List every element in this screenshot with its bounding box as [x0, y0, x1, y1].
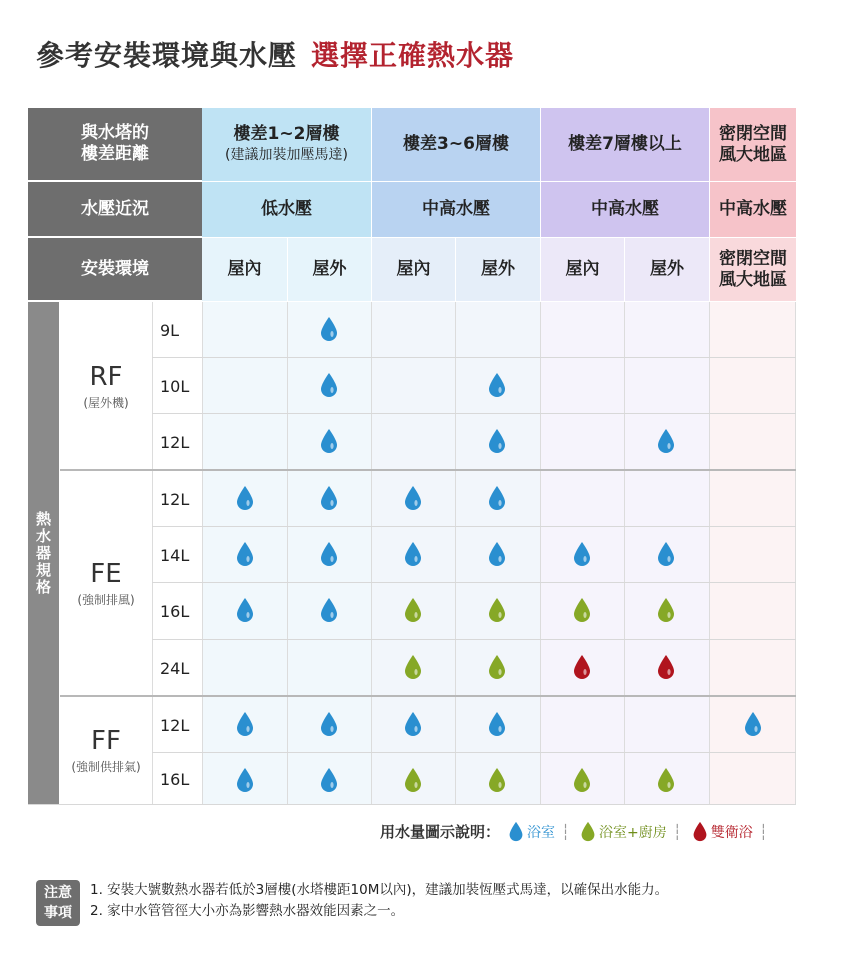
green-drop-icon — [580, 821, 596, 842]
header-distance-label — [28, 108, 202, 181]
blue-drop-icon — [656, 541, 676, 567]
green-drop-icon — [572, 597, 592, 623]
blue-drop-icon — [656, 428, 676, 454]
blue-drop-icon — [487, 372, 507, 398]
col-enclosed-line1: 密閉空間 — [719, 123, 787, 144]
legend-separator: ┆ — [758, 822, 768, 841]
notes-tag-line1: 注意 — [44, 885, 72, 901]
blue-drop-icon — [743, 711, 763, 737]
page-title — [36, 34, 514, 74]
blue-drop-icon — [487, 428, 507, 454]
blue-drop-icon — [235, 767, 255, 793]
size-label: 10L — [160, 376, 190, 396]
red-drop-icon — [572, 654, 592, 680]
col-high-floor-header: 樓差7層樓以上 — [541, 108, 709, 181]
env-low-outdoor: 屋外 — [288, 238, 371, 301]
heater-spec-side-label — [28, 302, 59, 804]
pressure-low: 低水壓 — [202, 182, 371, 237]
blue-drop-icon — [487, 541, 507, 567]
notes-lines — [90, 880, 668, 926]
group-rf — [60, 302, 152, 470]
env-enclosed — [710, 238, 796, 301]
legend-item-two-bathrooms — [692, 821, 753, 842]
green-drop-icon — [403, 767, 423, 793]
green-drop-icon — [656, 597, 676, 623]
col-high-bg — [541, 302, 710, 804]
grid-hline — [152, 582, 796, 583]
header-distance-label-line1: 與水塔的 — [81, 123, 149, 143]
group-ff-code: FF — [91, 725, 121, 756]
blue-drop-icon — [235, 711, 255, 737]
blue-drop-icon — [319, 428, 339, 454]
env-mid-indoor: 屋內 — [372, 238, 455, 301]
green-drop-icon — [572, 767, 592, 793]
group-ff-desc: (強制供排氣) — [71, 759, 141, 774]
size-label: 9L — [160, 320, 180, 340]
grid-hline — [152, 413, 796, 414]
pressure-mid: 中高水壓 — [372, 182, 540, 237]
grid-hline — [152, 526, 796, 527]
col-enclosed-line2: 風大地區 — [719, 144, 787, 165]
red-drop-icon — [656, 654, 676, 680]
col-low-floor-header — [202, 108, 371, 181]
green-drop-icon — [487, 654, 507, 680]
col-low-subtitle: (建議加裝加壓馬達) — [225, 146, 348, 163]
blue-drop-icon — [572, 541, 592, 567]
grid-hline — [152, 639, 796, 640]
grid-vline — [709, 302, 710, 804]
blue-drop-icon — [403, 541, 423, 567]
group-ff — [60, 696, 152, 804]
pressure-high: 中高水壓 — [541, 182, 709, 237]
grid-vline — [371, 302, 372, 804]
blue-drop-icon — [403, 711, 423, 737]
col-mid-floor-header: 樓差3~6層樓 — [372, 108, 540, 181]
group-rf-desc: (屋外機) — [83, 395, 129, 410]
blue-drop-icon — [487, 485, 507, 511]
size-label: 12L — [160, 432, 190, 452]
col-mid-bg — [372, 302, 541, 804]
blue-drop-icon — [319, 485, 339, 511]
size-label: 16L — [160, 769, 190, 789]
header-pressure-label: 水壓近況 — [28, 182, 202, 237]
blue-drop-icon — [235, 541, 255, 567]
blue-drop-icon — [487, 711, 507, 737]
blue-drop-icon — [319, 597, 339, 623]
grid-vline — [540, 302, 541, 804]
green-drop-icon — [487, 597, 507, 623]
env-enclosed-line2: 風大地區 — [719, 269, 787, 290]
env-high-outdoor: 屋外 — [625, 238, 709, 301]
legend-item-bathroom — [508, 821, 555, 842]
blue-drop-icon — [319, 541, 339, 567]
title-main: 參考安裝環境與水壓 — [36, 39, 298, 72]
notes-tag — [36, 880, 80, 926]
red-drop-icon — [692, 821, 708, 842]
size-label: 24L — [160, 658, 190, 678]
col-enclosed-header — [710, 108, 796, 181]
size-label: 14L — [160, 545, 190, 565]
blue-drop-icon — [319, 316, 339, 342]
usage-legend — [380, 821, 774, 842]
legend-item-bathroom-kitchen — [580, 821, 667, 842]
header-environment-label: 安裝環境 — [28, 238, 202, 301]
size-label: 16L — [160, 601, 190, 621]
grid-vline — [202, 302, 203, 804]
grid-vline — [624, 302, 625, 804]
header-distance-label-line2: 樓差距離 — [81, 144, 149, 164]
green-drop-icon — [403, 654, 423, 680]
green-drop-icon — [487, 767, 507, 793]
group-rf-code: RF — [89, 361, 123, 392]
grid-hline — [152, 752, 796, 753]
group-fe-code: FE — [90, 558, 122, 589]
legend-two-bathrooms-text: 雙衛浴 — [710, 824, 753, 841]
green-drop-icon — [656, 767, 676, 793]
blue-drop-icon — [235, 485, 255, 511]
env-high-indoor: 屋內 — [541, 238, 624, 301]
blue-drop-icon — [319, 372, 339, 398]
col-low-title: 樓差1~2層樓 — [233, 123, 340, 144]
notes — [36, 880, 668, 926]
title-highlight: 選擇正確熱水器 — [311, 39, 515, 72]
heater-spec-side-text: 熱水器規格 — [34, 510, 52, 596]
size-label: 12L — [160, 715, 190, 735]
notes-tag-line2: 事項 — [44, 905, 72, 921]
grid-vline — [455, 302, 456, 804]
group-fe — [60, 470, 152, 696]
legend-separator: ┆ — [561, 822, 571, 841]
env-mid-outdoor: 屋外 — [456, 238, 540, 301]
grid-hline — [152, 357, 796, 358]
grid-vline — [287, 302, 288, 804]
green-drop-icon — [403, 597, 423, 623]
env-low-indoor: 屋內 — [202, 238, 287, 301]
legend-bathroom-kitchen-text: 浴室+廚房 — [599, 824, 667, 841]
env-enclosed-line1: 密閉空間 — [719, 248, 787, 269]
blue-drop-icon — [235, 597, 255, 623]
legend-label: 用水量圖示說明： — [380, 823, 501, 841]
grid-bottom-line — [28, 804, 796, 805]
blue-drop-icon — [319, 767, 339, 793]
legend-separator: ┆ — [672, 822, 682, 841]
size-label: 12L — [160, 489, 190, 509]
grid-vline — [795, 302, 796, 804]
blue-drop-icon — [508, 821, 524, 842]
note-line-1: 1. 安裝大號數熱水器若低於3層樓(水塔樓距10M以內)，建議加裝恆壓式馬達，以確保出水能力。 — [90, 882, 669, 898]
note-line-2: 2. 家中水管管徑大小亦為影響熱水器效能因素之一。 — [90, 903, 405, 919]
group-fe-desc: (強制排風) — [77, 592, 135, 607]
blue-drop-icon — [403, 485, 423, 511]
legend-bathroom-text: 浴室 — [527, 824, 556, 841]
pressure-enclosed: 中高水壓 — [710, 182, 796, 237]
blue-drop-icon — [319, 711, 339, 737]
